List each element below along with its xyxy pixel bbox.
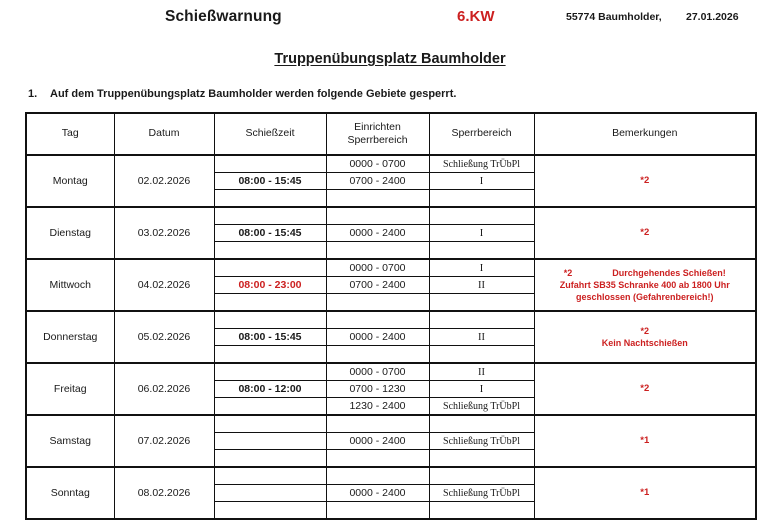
column-header-sperrbereich: Sperrbereich (429, 113, 534, 155)
cell-shooting-time: 08:00 - 15:45 (214, 329, 326, 346)
cell-closure-area (429, 415, 534, 433)
remark-headline-row (539, 267, 752, 279)
schedule-table (25, 112, 757, 520)
remark-line: Zufahrt SB35 Schranke 400 ab 1800 Uhr (559, 279, 730, 290)
cell-day-3: Mittwoch (26, 259, 114, 311)
table-row (26, 467, 756, 485)
cell-setup-closure-period (326, 467, 429, 485)
cell-closure-area: Schließung TrÜbPl (429, 155, 534, 173)
cell-setup-closure-period (326, 415, 429, 433)
cell-setup-closure-period (326, 502, 429, 520)
cell-closure-area: Schließung TrÜbPl (429, 398, 534, 416)
cell-shooting-time (214, 207, 326, 225)
cell-day-2: Dienstag (26, 207, 114, 259)
cell-date-1: 02.02.2026 (114, 155, 214, 207)
cell-date-3: 04.02.2026 (114, 259, 214, 311)
column-header-einrichten-line2: Sperrbereich (347, 134, 408, 146)
cell-setup-closure-period: 0000 - 2400 (326, 225, 429, 242)
cell-closure-area (429, 467, 534, 485)
remark-reference: *1 (640, 487, 650, 499)
table-row (26, 415, 756, 433)
cell-remarks-1 (534, 155, 756, 207)
cell-date-5: 06.02.2026 (114, 363, 214, 415)
cell-closure-area: Schließung TrÜbPl (429, 433, 534, 450)
cell-setup-closure-period: 0000 - 0700 (326, 259, 429, 277)
cell-shooting-time (214, 363, 326, 381)
cell-setup-closure-period (326, 207, 429, 225)
cell-shooting-time: 08:00 - 15:45 (214, 173, 326, 190)
intro-paragraph (28, 88, 456, 100)
cell-setup-closure-period: 0000 - 0700 (326, 363, 429, 381)
cell-shooting-time (214, 190, 326, 208)
cell-date-2: 03.02.2026 (114, 207, 214, 259)
cell-closure-area (429, 207, 534, 225)
cell-remarks-3 (534, 259, 756, 311)
cell-remarks-6 (534, 415, 756, 467)
table-row (26, 363, 756, 381)
cell-shooting-time (214, 398, 326, 416)
remark-reference: *2 (640, 227, 650, 239)
cell-shooting-time (214, 259, 326, 277)
cell-remarks-7 (534, 467, 756, 519)
issuing-location: 55774 Baumholder, (566, 11, 662, 23)
cell-day-6: Samstag (26, 415, 114, 467)
cell-shooting-time (214, 450, 326, 468)
cell-setup-closure-period: 0000 - 2400 (326, 329, 429, 346)
cell-setup-closure-period: 0700 - 2400 (326, 173, 429, 190)
cell-day-5: Freitag (26, 363, 114, 415)
cell-shooting-time (214, 311, 326, 329)
column-header-einrichten-sperrbereich (326, 113, 429, 155)
cell-remarks-2 (534, 207, 756, 259)
table-row (26, 311, 756, 329)
cell-day-7: Sonntag (26, 467, 114, 519)
cell-setup-closure-period (326, 294, 429, 312)
cell-remarks-4 (534, 311, 756, 363)
cell-closure-area: II (429, 277, 534, 294)
cell-closure-area (429, 242, 534, 260)
cell-date-7: 08.02.2026 (114, 467, 214, 519)
cell-shooting-time: 08:00 - 15:45 (214, 225, 326, 242)
document-title: Schießwarnung (165, 8, 282, 25)
cell-closure-area (429, 190, 534, 208)
remark-headline: Durchgehendes Schießen! (612, 267, 726, 278)
cell-setup-closure-period: 0000 - 2400 (326, 485, 429, 502)
cell-shooting-time: 08:00 - 23:00 (214, 277, 326, 294)
cell-setup-closure-period: 0700 - 1230 (326, 381, 429, 398)
cell-shooting-time (214, 415, 326, 433)
cell-closure-area (429, 294, 534, 312)
column-header-tag: Tag (26, 113, 114, 155)
column-header-einrichten-line1: Einrichten (354, 120, 401, 133)
table-body (26, 155, 756, 519)
document-header (0, 0, 780, 40)
remark-reference: *2 (640, 325, 649, 336)
cell-shooting-time (214, 467, 326, 485)
remark-reference: *2 (640, 383, 650, 395)
cell-setup-closure-period: 1230 - 2400 (326, 398, 429, 416)
table-header-row (26, 113, 756, 155)
column-header-datum: Datum (114, 113, 214, 155)
schedule-table-wrapper (25, 112, 755, 520)
cell-shooting-time (214, 242, 326, 260)
remark-reference: *2 (640, 175, 650, 187)
cell-setup-closure-period (326, 450, 429, 468)
cell-shooting-time (214, 485, 326, 502)
remark-line: geschlossen (Gefahrenbereich!) (575, 292, 714, 303)
remark-reference: *1 (640, 435, 650, 447)
cell-remarks-5 (534, 363, 756, 415)
intro-number: 1. (28, 88, 38, 100)
cell-shooting-time (214, 346, 326, 364)
cell-shooting-time (214, 155, 326, 173)
table-row (26, 207, 756, 225)
cell-setup-closure-period: 0700 - 2400 (326, 277, 429, 294)
remark-line: Kein Nachtschießen (601, 338, 688, 348)
cell-setup-closure-period: 0000 - 0700 (326, 155, 429, 173)
column-header-bemerkungen: Bemerkungen (534, 113, 756, 155)
cell-closure-area: II (429, 363, 534, 381)
cell-day-4: Donnerstag (26, 311, 114, 363)
cell-closure-area: II (429, 329, 534, 346)
cell-setup-closure-period (326, 346, 429, 364)
cell-closure-area: Schließung TrÜbPl (429, 485, 534, 502)
cell-setup-closure-period (326, 242, 429, 260)
issue-date: 27.01.2026 (686, 11, 739, 23)
cell-shooting-time (214, 433, 326, 450)
cell-setup-closure-period (326, 190, 429, 208)
cell-closure-area (429, 450, 534, 468)
cell-closure-area: I (429, 259, 534, 277)
subtitle-text: Truppenübungsplatz Baumholder (274, 51, 506, 67)
cell-closure-area: I (429, 381, 534, 398)
cell-closure-area (429, 346, 534, 364)
cell-closure-area: I (429, 225, 534, 242)
cell-setup-closure-period: 0000 - 2400 (326, 433, 429, 450)
column-header-schiesszeit: Schießzeit (214, 113, 326, 155)
cell-date-4: 05.02.2026 (114, 311, 214, 363)
cell-shooting-time (214, 502, 326, 520)
cell-closure-area (429, 502, 534, 520)
cell-date-6: 07.02.2026 (114, 415, 214, 467)
calendar-week-badge: 6.KW (457, 8, 495, 25)
cell-shooting-time: 08:00 - 12:00 (214, 381, 326, 398)
table-head (26, 113, 756, 155)
document-subtitle (0, 50, 780, 68)
cell-closure-area (429, 311, 534, 329)
cell-closure-area: I (429, 173, 534, 190)
table-row (26, 259, 756, 277)
remark-reference: *2 (563, 267, 573, 278)
cell-day-1: Montag (26, 155, 114, 207)
cell-shooting-time (214, 294, 326, 312)
intro-text: Auf dem Truppenübungsplatz Baumholder werden folgende Gebiete gesperrt. (50, 88, 457, 100)
cell-setup-closure-period (326, 311, 429, 329)
table-row (26, 155, 756, 173)
